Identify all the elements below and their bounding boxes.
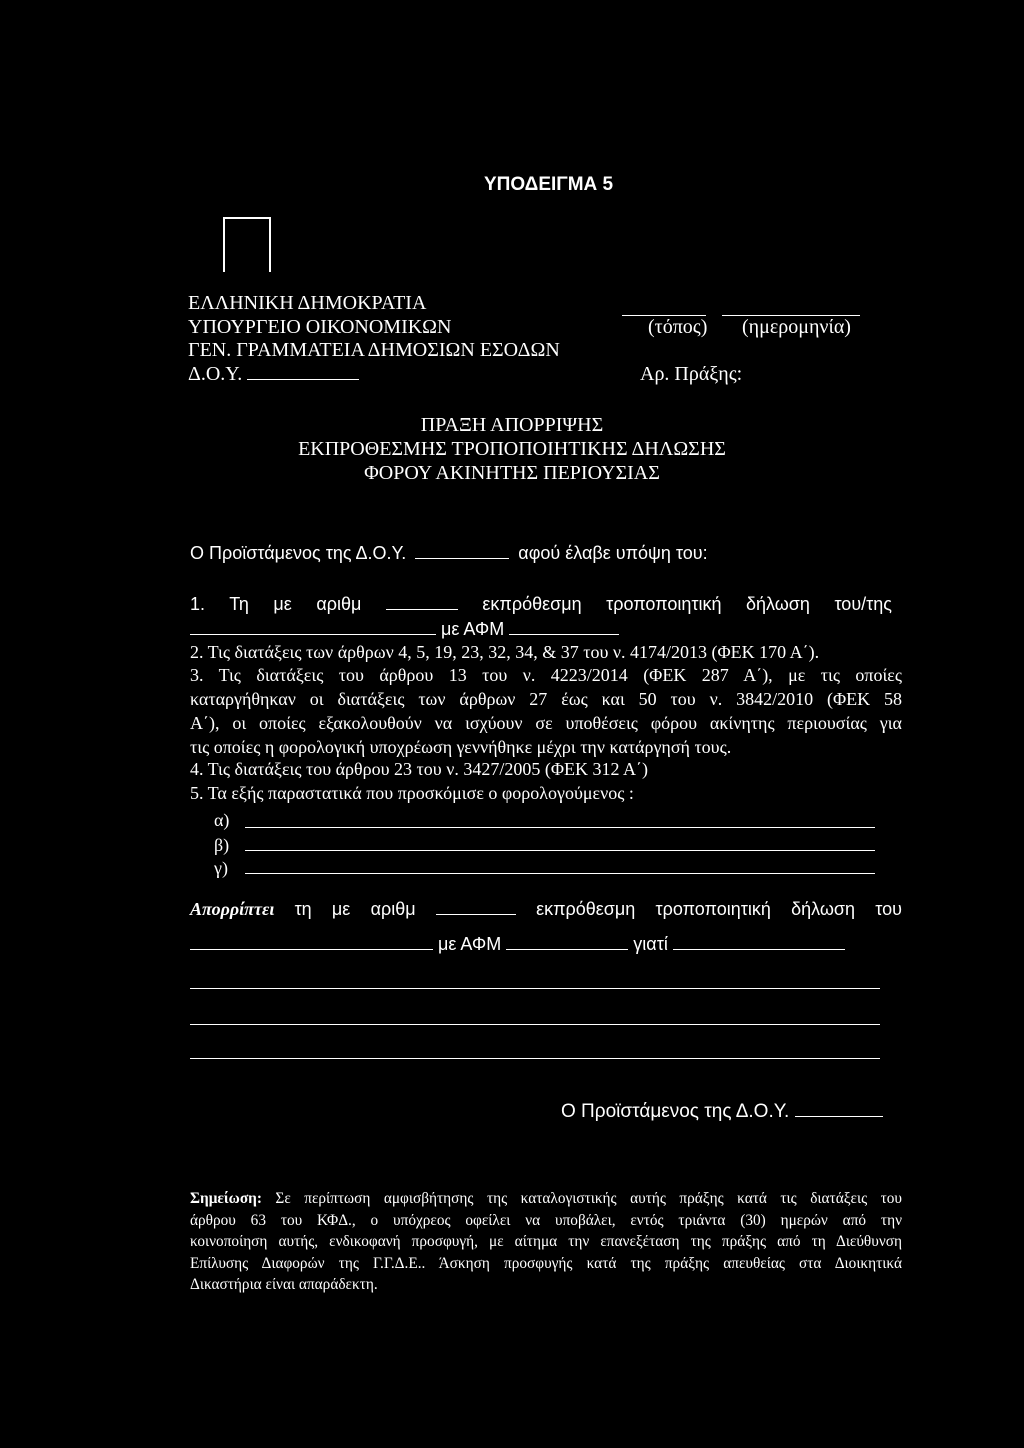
- act-title: [0, 413, 1024, 485]
- declaration-number-field[interactable]: [386, 608, 458, 610]
- act-title-line1: ΠΡΑΞΗ ΑΠΟΡΡΙΨΗΣ: [420, 414, 604, 436]
- note-line3: κοινοποίηση αυτής, ενδικοφανή προσφυγή, με αίτημα την επανεξέταση της πράξης από τη Διεύθυνση: [190, 1233, 902, 1250]
- header-tax-office: Δ.Ο.Υ.: [188, 363, 560, 387]
- act-title-line2: ΕΚΠΡΟΘΕΣΜΗΣ ΤΡΟΠΟΠΟΙΗΤΙΚΗΣ ΔΗΛΩΣΗΣ: [298, 438, 726, 460]
- doc-a-field[interactable]: [245, 827, 875, 828]
- item-2: 2. Τις διατάξεις των άρθρων 4, 5, 19, 23, 32, 34, & 37 του ν. 4174/2013 (ΦΕΚ 170 Α΄).: [190, 642, 820, 662]
- item-3: [190, 663, 902, 759]
- header-ministry: ΥΠΟΥΡΓΕΙΟ ΟΙΚΟΝΟΜΙΚΩΝ: [188, 315, 452, 338]
- intro: Ο Προϊστάμενος της Δ.Ο.Υ. αφού έλαβε υπόψη του:: [190, 543, 708, 563]
- act-title-line3: ΦΟΡΟΥ ΑΚΙΝΗΤΗΣ ΠΕΡΙΟΥΣΙΑΣ: [364, 462, 660, 484]
- reason-line-2[interactable]: [190, 988, 880, 989]
- header-issuer: [188, 292, 560, 386]
- doc-c-label: γ): [214, 858, 228, 878]
- rejects-afm-line: με ΑΦΜ γιατί: [190, 934, 845, 955]
- tax-office-field[interactable]: [247, 378, 359, 380]
- item-3-line2: καταργήθηκαν οι διατάξεις των άρθρων 27 έως και 50 του ν. 3842/2010 (ΦΕΚ 58: [190, 689, 902, 709]
- note-line2: άρθρου 63 του ΚΦΔ., ο υπόχρεος οφείλει να υποβάλει, εντός τριάντα (30) ημερών από την: [190, 1211, 902, 1229]
- doc-c-field[interactable]: [245, 873, 875, 874]
- item-1-afm: με ΑΦΜ: [190, 619, 619, 640]
- item-4: 4. Τις διατάξεις του άρθρου 23 του ν. 3427/2005 (ΦΕΚ 312 Α΄): [190, 759, 648, 779]
- reject-taxpayer-name-field[interactable]: [190, 948, 433, 950]
- place-label: (τόπος): [648, 316, 708, 338]
- reason-line-3[interactable]: [190, 1024, 880, 1025]
- doc-a-label: α): [214, 810, 230, 830]
- act-number-label: Αρ. Πράξης:: [640, 363, 743, 385]
- template-title: ΥΠΟΔΕΙΓΜΑ 5: [484, 174, 614, 195]
- doc-b-label: β): [214, 835, 230, 855]
- rejects-line: Απορρίπτει τη με αριθμ εκπρόθεσμη τροποποιητική δήλωση του: [190, 899, 902, 919]
- doc-b-field[interactable]: [245, 850, 875, 851]
- reason-line-4[interactable]: [190, 1058, 880, 1059]
- note-line1: Σημείωση: Σε περίπτωση αμφισβήτησης της καταλογιστικής αυτής πράξης κατά τις διατάξεις του: [190, 1190, 902, 1207]
- signature: Ο Προϊστάμενος της Δ.Ο.Υ.: [561, 1101, 883, 1123]
- date-label: (ημερομηνία): [742, 316, 851, 338]
- item-3-line4: τις οποίες η φορολογική υποχρέωση γεννήθηκε μέχρι την κατάργησή τους.: [190, 737, 732, 757]
- note-line4: Επίλυσης Διαφορών της Γ.Γ.Δ.Ε.. Άσκηση προσφυγής κατά της πράξης απευθείας στα Διοικητικά: [190, 1254, 902, 1272]
- rejects-verb: Απορρίπτει: [190, 899, 275, 919]
- signature-tax-office-field[interactable]: [795, 1115, 883, 1117]
- intro-tax-office-field[interactable]: [415, 557, 509, 559]
- item-1: 1. Τη με αριθμ εκπρόθεσμη τροποποιητική δήλωση του/της: [190, 594, 892, 614]
- item-3-line3: Α΄), οι οποίες εξακολουθούν να ισχύουν σε υποθέσεις φόρου ακίνητης περιουσίας για: [190, 713, 902, 733]
- reject-afm-field[interactable]: [506, 948, 628, 950]
- taxpayer-name-field[interactable]: [190, 633, 436, 635]
- emblem-placeholder: [222, 216, 272, 274]
- reason-field[interactable]: [673, 948, 845, 950]
- note-line5: Δικαστήρια είναι απαράδεκτη.: [190, 1276, 378, 1293]
- afm-field[interactable]: [509, 633, 619, 635]
- note-label: Σημείωση:: [190, 1190, 262, 1207]
- reject-declaration-number-field[interactable]: [436, 913, 516, 915]
- note: [190, 1188, 902, 1296]
- header-country: ΕΛΛΗΝΙΚΗ ΔΗΜΟΚΡΑΤΙΑ: [188, 292, 427, 314]
- item-3-line1: 3. Τις διατάξεις του άρθρου 13 του ν. 4223/2014 (ΦΕΚ 287 Α΄), με τις οποίες: [190, 665, 902, 685]
- item-5: 5. Τα εξής παραστατικά που προσκόμισε ο φορολογούμενος :: [190, 783, 634, 803]
- header-secretariat: ΓΕΝ. ΓΡΑΜΜΑΤΕΙΑ ΔΗΜΟΣΙΩΝ ΕΣΟΔΩΝ: [188, 339, 560, 361]
